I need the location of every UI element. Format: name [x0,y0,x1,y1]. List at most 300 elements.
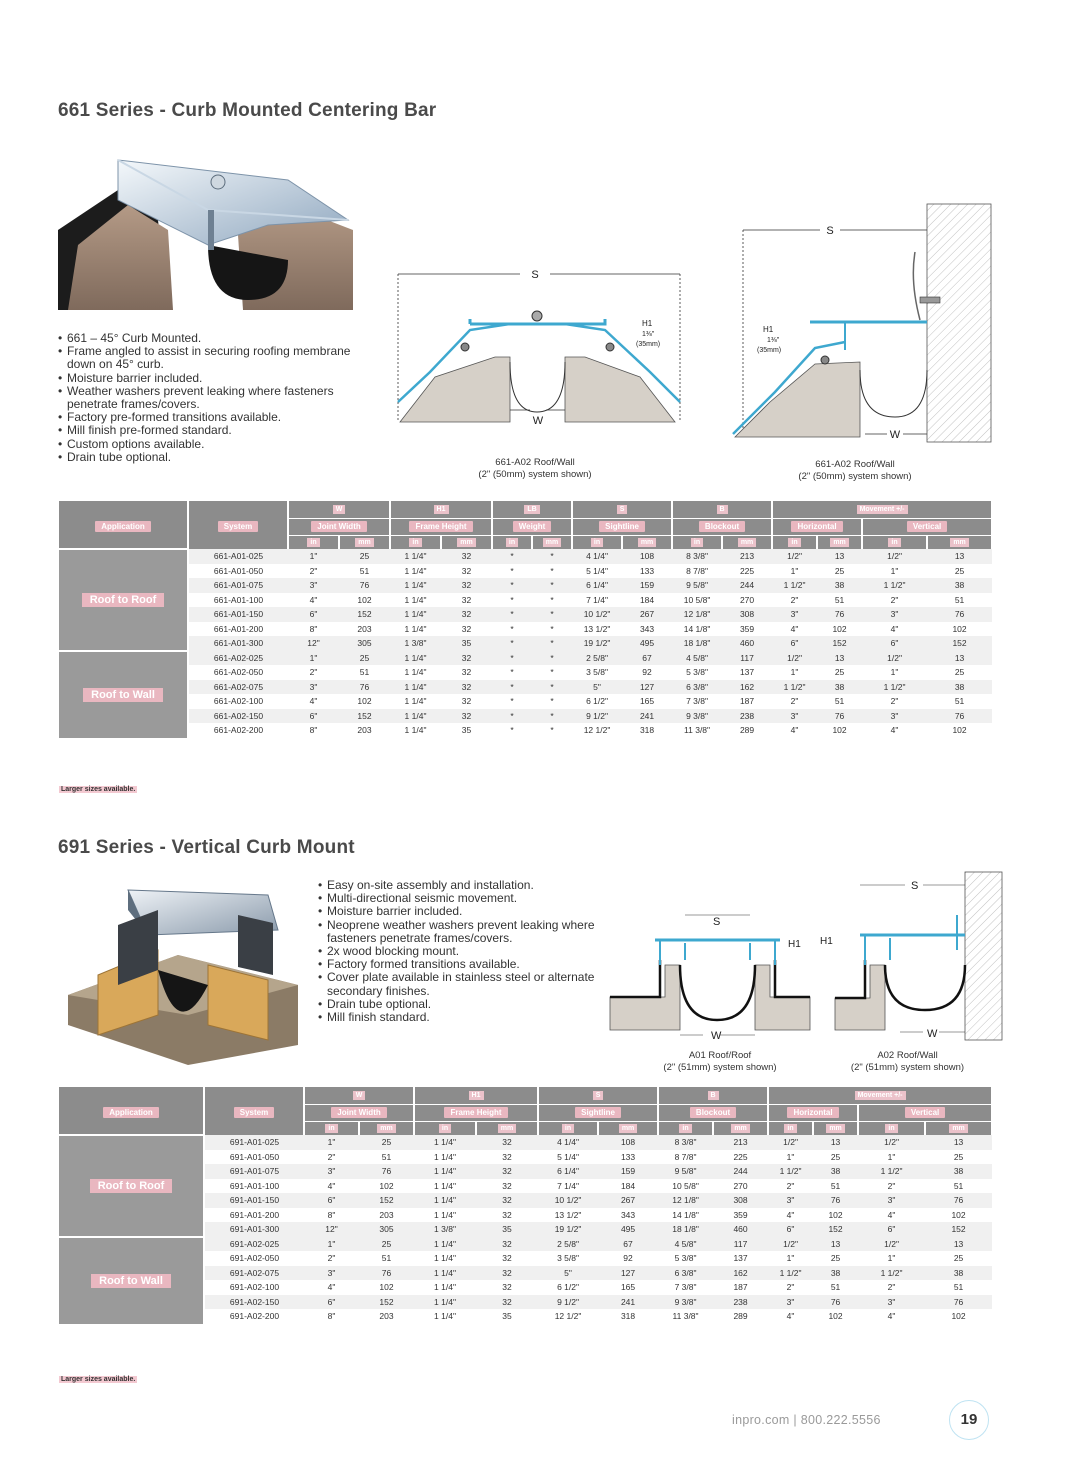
value-cell: * [492,593,532,608]
unit-header: in [538,1121,598,1135]
system-cell: 661-A01-025 [188,549,288,564]
col-header-name: Weight [492,518,572,535]
value-cell: 1 1/4" [414,1237,476,1252]
value-cell: * [532,665,572,680]
value-cell: 1 1/4" [414,1309,476,1324]
footer-website[interactable]: inpro.com [732,1413,790,1427]
value-cell: 12 1/2" [538,1309,598,1324]
value-cell: 159 [622,578,672,593]
value-cell: 241 [622,709,672,724]
svg-text:1⅜": 1⅜" [767,337,780,344]
value-cell: 1 1/4" [414,1266,476,1281]
value-cell: 32 [441,622,492,637]
value-cell: 13 [927,549,992,564]
value-cell: 1 1/4" [414,1193,476,1208]
col-header-name: Sightline [572,518,672,535]
section-title-661: 661 Series - Curb Mounted Centering Bar [58,100,437,121]
value-cell: 25 [339,651,390,666]
value-cell: 117 [722,651,772,666]
value-cell: 51 [359,1150,414,1165]
value-cell: 238 [713,1295,768,1310]
value-cell: 1 1/4" [414,1208,476,1223]
value-cell: 102 [927,723,992,738]
feature-item: • Moisture barrier included. [58,372,363,385]
diagram-caption: A01 Roof/Roof (2" (51mm) system shown) [663,1050,777,1073]
svg-text:S: S [713,916,721,928]
value-cell: 1" [288,651,339,666]
value-cell: 1" [304,1237,359,1252]
value-cell: 51 [817,694,862,709]
value-cell: 32 [476,1251,538,1266]
value-cell: 9 5/8" [658,1164,713,1179]
value-cell: 102 [927,622,992,637]
value-cell: 1 1/4" [390,651,441,666]
diagram-661-roof-roof [370,262,700,442]
value-cell: 267 [598,1193,658,1208]
system-cell: 691-A01-300 [204,1222,304,1237]
unit-header: in [772,535,817,549]
value-cell: 4" [304,1179,359,1194]
value-cell: 2" [304,1251,359,1266]
svg-text:W: W [711,1030,722,1042]
spec-table-661 [59,501,993,738]
value-cell: 6 3/8" [672,680,722,695]
unit-header: mm [713,1121,768,1135]
value-cell: 76 [817,709,862,724]
feature-item: • Cover plate available in stainless steel or alternate secondary finishes. [318,971,603,997]
value-cell: 3" [304,1164,359,1179]
value-cell: 241 [598,1295,658,1310]
system-cell: 661-A01-050 [188,564,288,579]
value-cell: 11 3/8" [658,1309,713,1324]
value-cell: * [492,694,532,709]
value-cell: 152 [359,1193,414,1208]
col-header-code: W [288,501,390,518]
system-cell: 661-A02-150 [188,709,288,724]
value-cell: 3" [288,578,339,593]
system-cell: 661-A01-100 [188,593,288,608]
value-cell: * [532,694,572,709]
value-cell: 4" [858,1309,925,1324]
value-cell: 3" [772,607,817,622]
value-cell: 102 [817,723,862,738]
value-cell: 1 1/2" [858,1266,925,1281]
value-cell: 51 [359,1251,414,1266]
value-cell: 8" [288,622,339,637]
value-cell: 18 1/8" [658,1222,713,1237]
value-cell: 1 3/8" [414,1222,476,1237]
value-cell: 3" [768,1193,813,1208]
value-cell: 76 [813,1295,858,1310]
value-cell: 35 [476,1222,538,1237]
value-cell: 1 1/4" [414,1280,476,1295]
value-cell: 102 [359,1280,414,1295]
unit-header: mm [476,1121,538,1135]
value-cell: 6" [304,1295,359,1310]
feature-list-661 [58,332,363,464]
value-cell: 1 1/4" [414,1164,476,1179]
table-row [59,636,992,651]
value-cell: 76 [925,1295,992,1310]
value-cell: 108 [598,1135,658,1150]
value-cell: 127 [598,1266,658,1281]
value-cell: 137 [722,665,772,680]
value-cell: * [532,549,572,564]
value-cell: 1/2" [858,1135,925,1150]
value-cell: 1/2" [768,1135,813,1150]
col-header-name: Joint Width [288,518,390,535]
value-cell: 8" [304,1208,359,1223]
value-cell: 2 5/8" [572,651,622,666]
value-cell: 32 [476,1193,538,1208]
system-cell: 691-A02-100 [204,1280,304,1295]
diagram-691-roof-roof [605,905,815,1045]
svg-text:W: W [889,429,901,441]
value-cell: 12 1/8" [672,607,722,622]
value-cell: 133 [622,564,672,579]
value-cell: 3" [858,1295,925,1310]
col-header-code: Movement +/- [772,501,992,518]
value-cell: 38 [927,680,992,695]
value-cell: 6" [772,636,817,651]
value-cell: 1 1/4" [414,1150,476,1165]
value-cell: 76 [927,607,992,622]
value-cell: 1" [772,665,817,680]
value-cell: 1" [768,1150,813,1165]
unit-header: in [492,535,532,549]
value-cell: 127 [622,680,672,695]
value-cell: 203 [339,723,390,738]
value-cell: 38 [925,1164,992,1179]
value-cell: 1 1/4" [390,622,441,637]
unit-header: in [390,535,441,549]
col-header-name: Horizontal [768,1104,858,1121]
value-cell: 318 [598,1309,658,1324]
value-cell: 359 [722,622,772,637]
value-cell: 1" [858,1251,925,1266]
page-number: 19 [949,1400,989,1440]
value-cell: * [492,723,532,738]
value-cell: 152 [813,1222,858,1237]
value-cell: 102 [339,694,390,709]
system-cell: 661-A01-075 [188,578,288,593]
value-cell: 32 [441,680,492,695]
value-cell: 25 [925,1251,992,1266]
value-cell: 152 [339,607,390,622]
value-cell: 32 [441,593,492,608]
value-cell: 51 [927,593,992,608]
value-cell: 2" [768,1280,813,1295]
value-cell: 8 7/8" [658,1150,713,1165]
value-cell: * [532,593,572,608]
value-cell: 32 [476,1164,538,1179]
value-cell: 32 [476,1135,538,1150]
value-cell: 12" [304,1222,359,1237]
value-cell: 25 [813,1150,858,1165]
value-cell: 76 [927,709,992,724]
dim-w-label: W [532,415,544,427]
value-cell: 5 1/4" [572,564,622,579]
value-cell: 2" [858,1179,925,1194]
value-cell: 289 [713,1309,768,1324]
unit-header: in [858,1121,925,1135]
value-cell: 1" [858,1150,925,1165]
value-cell: 159 [598,1164,658,1179]
value-cell: 2" [772,694,817,709]
value-cell: 32 [476,1295,538,1310]
value-cell: 1 1/4" [390,665,441,680]
value-cell: 38 [813,1164,858,1179]
value-cell: 1 1/4" [390,607,441,622]
unit-header: in [768,1121,813,1135]
value-cell: 1/2" [772,651,817,666]
value-cell: * [532,564,572,579]
value-cell: 4 5/8" [658,1237,713,1252]
application-cell: Roof to Wall [59,1237,204,1324]
value-cell: * [492,549,532,564]
value-cell: 32 [441,578,492,593]
value-cell: 32 [441,549,492,564]
value-cell: 203 [359,1309,414,1324]
system-cell: 661-A01-200 [188,622,288,637]
value-cell: 2" [304,1150,359,1165]
diagram-caption: A02 Roof/Wall (2" (51mm) system shown) [850,1050,965,1073]
value-cell: 2" [858,1280,925,1295]
value-cell: 102 [817,622,862,637]
unit-header: in [414,1121,476,1135]
dim-h1-mm-label: (35mm) [636,341,661,348]
value-cell: 495 [622,636,672,651]
unit-header: mm [359,1121,414,1135]
value-cell: 359 [713,1208,768,1223]
value-cell: 76 [359,1266,414,1281]
value-cell: 225 [713,1150,768,1165]
value-cell: 13 1/2" [538,1208,598,1223]
unit-header: in [672,535,722,549]
value-cell: 51 [339,564,390,579]
value-cell: 4" [304,1280,359,1295]
feature-item: • Frame angled to assist in securing roofing membrane down on 45° curb. [58,345,363,371]
col-header-name: Vertical [858,1104,992,1121]
feature-item: • Mill finish pre-formed standard. [58,424,363,437]
col-header-name: Blockout [658,1104,768,1121]
value-cell: 1 1/2" [858,1164,925,1179]
value-cell: 270 [722,593,772,608]
value-cell: 152 [927,636,992,651]
value-cell: 308 [713,1193,768,1208]
value-cell: 2" [862,694,927,709]
value-cell: 25 [927,564,992,579]
col-header-name: Vertical [862,518,992,535]
value-cell: 152 [359,1295,414,1310]
col-header-code: Movement +/- [768,1087,992,1104]
value-cell: 35 [441,636,492,651]
value-cell: 4" [858,1208,925,1223]
value-cell: 25 [359,1237,414,1252]
product-image-691 [58,875,303,1065]
value-cell: 4" [862,622,927,637]
table-row [59,622,992,637]
value-cell: 3 5/8" [538,1251,598,1266]
value-cell: 32 [441,709,492,724]
feature-item: • Mill finish standard. [318,1011,603,1024]
table-row [59,593,992,608]
table-row [59,1237,992,1252]
value-cell: 7 3/8" [672,694,722,709]
value-cell: 6 1/4" [538,1164,598,1179]
col-header-name: Blockout [672,518,772,535]
value-cell: 1 1/2" [862,680,927,695]
value-cell: 4" [288,593,339,608]
value-cell: 32 [476,1237,538,1252]
table-note: Larger sizes available. [61,1376,136,1383]
value-cell: 25 [339,549,390,564]
value-cell: 13 [813,1237,858,1252]
value-cell: * [492,636,532,651]
value-cell: 1 1/2" [862,578,927,593]
value-cell: 76 [359,1164,414,1179]
value-cell: 495 [598,1222,658,1237]
system-cell: 691-A01-025 [204,1135,304,1150]
value-cell: 270 [713,1179,768,1194]
footer-phone[interactable]: 800.222.5556 [800,1413,881,1427]
value-cell: 14 1/8" [672,622,722,637]
table-note: Larger sizes available. [61,786,136,793]
value-cell: 1 1/4" [390,694,441,709]
value-cell: 1" [862,665,927,680]
value-cell: 305 [339,636,390,651]
value-cell: 1/2" [858,1237,925,1252]
value-cell: 1 1/2" [772,680,817,695]
col-header-name: Frame Height [390,518,492,535]
value-cell: 165 [598,1280,658,1295]
table-row [59,578,992,593]
application-cell: Roof to Roof [59,1135,204,1237]
col-header-system: System [188,501,288,549]
value-cell: * [532,578,572,593]
value-cell: 3 5/8" [572,665,622,680]
feature-item: • 2x wood blocking mount. [318,945,603,958]
value-cell: 2" [772,593,817,608]
system-cell: 691-A02-200 [204,1309,304,1324]
col-header-system: System [204,1087,304,1135]
unit-header: in [304,1121,359,1135]
col-header-code: H1 [414,1087,538,1104]
svg-text:(35mm): (35mm) [757,347,782,354]
value-cell: 51 [927,694,992,709]
value-cell: * [532,723,572,738]
value-cell: 1/2" [862,549,927,564]
value-cell: 102 [925,1309,992,1324]
application-cell: Roof to Roof [59,549,188,651]
value-cell: 1 1/2" [768,1266,813,1281]
dim-s-label: S [531,269,539,281]
unit-header: in [658,1121,713,1135]
value-cell: 10 5/8" [658,1179,713,1194]
value-cell: 213 [722,549,772,564]
value-cell: 6" [858,1222,925,1237]
value-cell: 289 [722,723,772,738]
value-cell: 10 1/2" [538,1193,598,1208]
value-cell: * [492,578,532,593]
value-cell: * [492,709,532,724]
value-cell: 1 1/2" [768,1164,813,1179]
value-cell: 8" [288,723,339,738]
system-cell: 691-A02-075 [204,1266,304,1281]
value-cell: 32 [476,1266,538,1281]
value-cell: 102 [925,1208,992,1223]
system-cell: 661-A02-025 [188,651,288,666]
col-header-application: Application [59,1087,204,1135]
value-cell: 152 [339,709,390,724]
table-row [59,665,992,680]
unit-header: mm [927,535,992,549]
col-header-code: W [304,1087,414,1104]
system-cell: 661-A02-100 [188,694,288,709]
value-cell: 6" [304,1193,359,1208]
unit-header: mm [441,535,492,549]
value-cell: 8 3/8" [658,1135,713,1150]
value-cell: 117 [713,1237,768,1252]
value-cell: 343 [622,622,672,637]
value-cell: 12 1/8" [658,1193,713,1208]
value-cell: * [492,607,532,622]
value-cell: 2" [288,665,339,680]
value-cell: 318 [622,723,672,738]
value-cell: 184 [622,593,672,608]
value-cell: 1 1/4" [390,578,441,593]
value-cell: 137 [713,1251,768,1266]
value-cell: 4" [772,622,817,637]
value-cell: 1/2" [772,549,817,564]
value-cell: 1/2" [862,651,927,666]
value-cell: 184 [598,1179,658,1194]
value-cell: 38 [925,1266,992,1281]
value-cell: 162 [722,680,772,695]
table-row [59,723,992,738]
feature-item: • Drain tube optional. [318,998,603,1011]
footer-separator: | [793,1413,797,1427]
value-cell: 19 1/2" [538,1222,598,1237]
value-cell: 51 [813,1280,858,1295]
value-cell: 10 5/8" [672,593,722,608]
value-cell: 35 [476,1309,538,1324]
value-cell: 4" [768,1208,813,1223]
value-cell: 4" [772,723,817,738]
value-cell: 6 1/2" [572,694,622,709]
value-cell: 92 [622,665,672,680]
value-cell: 213 [713,1135,768,1150]
feature-item: • Drain tube optional. [58,451,363,464]
value-cell: 32 [476,1208,538,1223]
value-cell: 9 1/2" [538,1295,598,1310]
value-cell: 308 [722,607,772,622]
value-cell: 13 [813,1135,858,1150]
value-cell: 38 [817,578,862,593]
feature-item: • Factory formed transitions available. [318,958,603,971]
value-cell: 1/2" [768,1237,813,1252]
value-cell: 238 [722,709,772,724]
value-cell: 4 1/4" [572,549,622,564]
value-cell: 3" [304,1266,359,1281]
value-cell: 13 [925,1135,992,1150]
unit-header: mm [722,535,772,549]
product-image-661 [58,150,358,310]
value-cell: 1 1/2" [772,578,817,593]
value-cell: 76 [339,578,390,593]
value-cell: 1 1/4" [390,723,441,738]
feature-item: • Custom options available. [58,438,363,451]
